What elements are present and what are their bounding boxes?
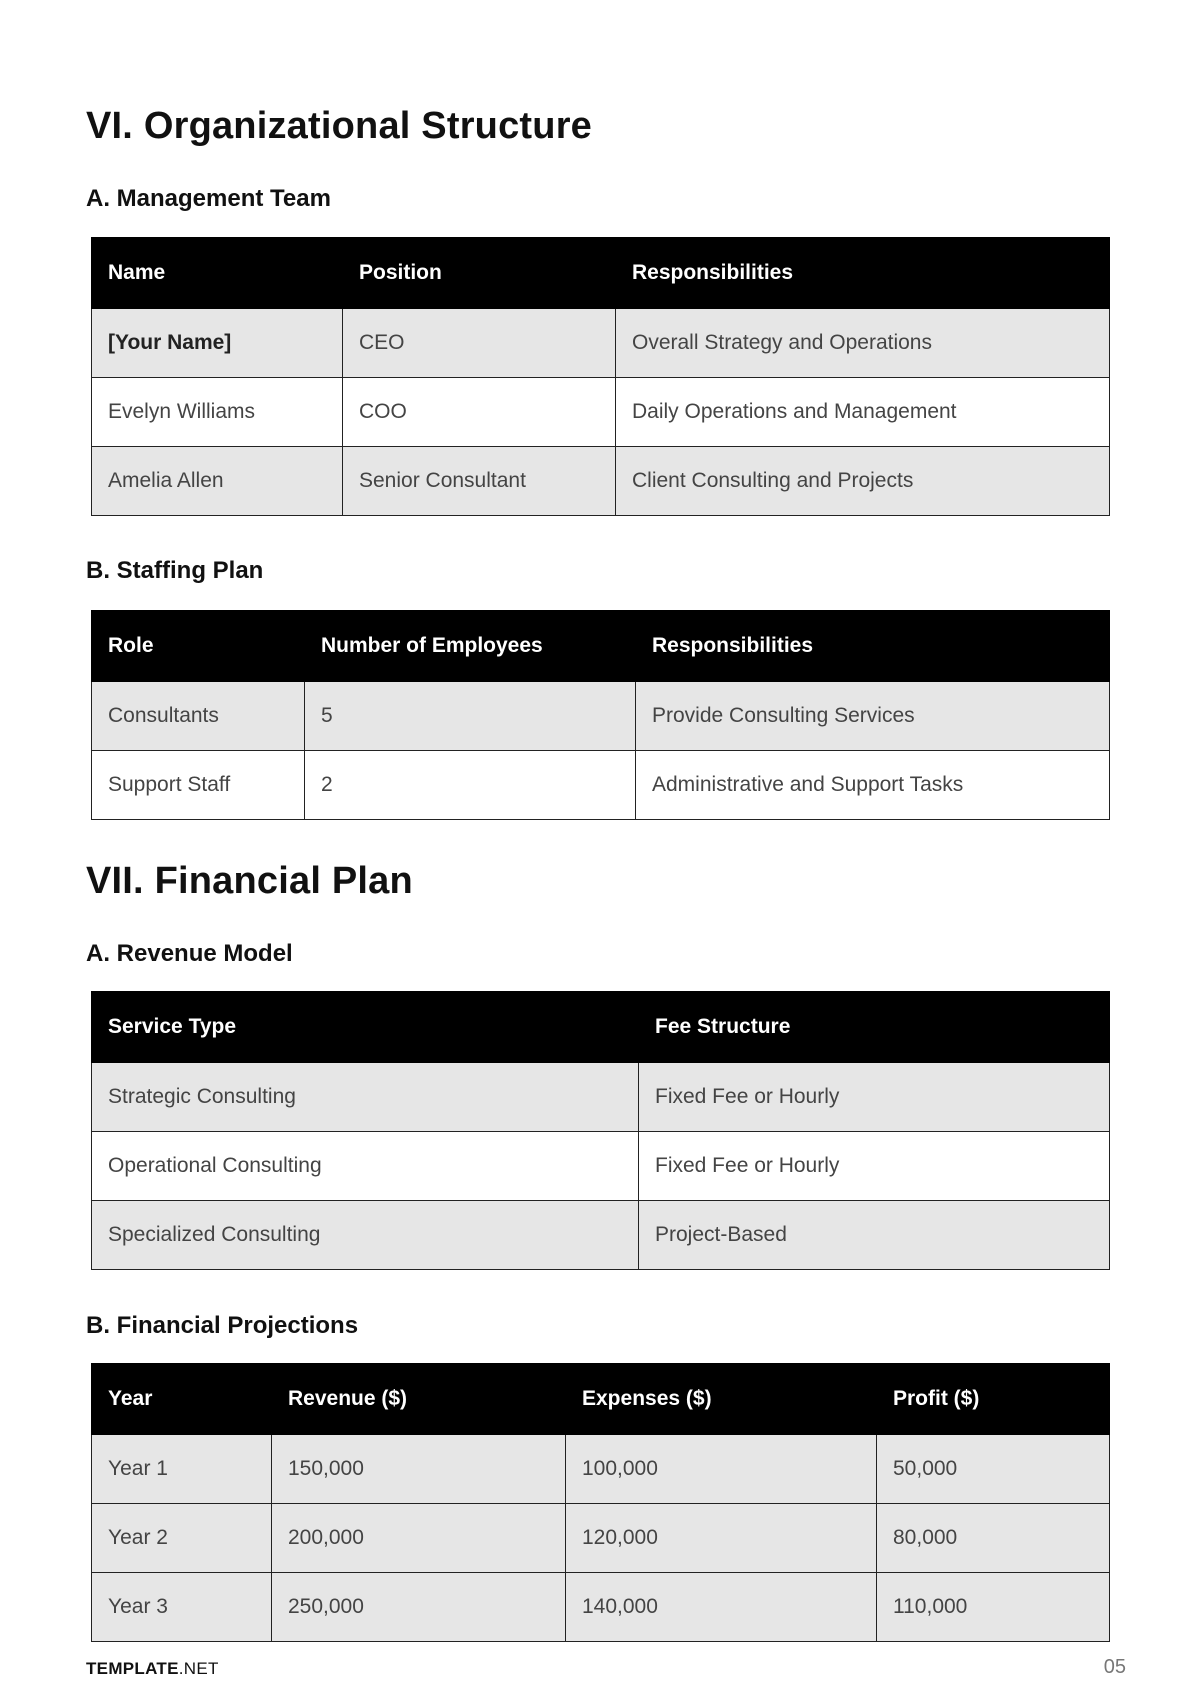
subheading-financial-projections: B. Financial Projections: [86, 1312, 359, 1339]
table-cell: COO: [343, 378, 616, 447]
brand-name-bold: TEMPLATE: [86, 1659, 179, 1678]
table-header-row: [92, 1364, 1110, 1435]
section-title-financial-plan: VII. Financial Plan: [86, 860, 413, 902]
table-cell: Consultants: [92, 682, 305, 751]
table-cell: CEO: [343, 309, 616, 378]
table-cell: Project-Based: [639, 1201, 1110, 1270]
brand-logo[interactable]: [86, 1659, 219, 1679]
table-row: [92, 1573, 1110, 1642]
table-header-row: [92, 238, 1110, 309]
table-cell: Administrative and Support Tasks: [636, 751, 1110, 820]
table-cell: 250,000: [272, 1573, 566, 1642]
table-cell: Fixed Fee or Hourly: [639, 1132, 1110, 1201]
management-team-table: [91, 237, 1110, 516]
table-cell: Senior Consultant: [343, 447, 616, 516]
table-cell: Evelyn Williams: [92, 378, 343, 447]
table-row: [92, 1063, 1110, 1132]
subheading-revenue-model: A. Revenue Model: [86, 940, 293, 967]
table-cell: Overall Strategy and Operations: [616, 309, 1110, 378]
table-header-row: [92, 992, 1110, 1063]
column-header-position: Position: [343, 238, 616, 309]
section-title-organizational-structure: VI. Organizational Structure: [86, 105, 593, 147]
column-header-name: Name: [92, 238, 343, 309]
column-header-revenue: Revenue ($): [272, 1364, 566, 1435]
table-row: [92, 1504, 1110, 1573]
table-row: [92, 1132, 1110, 1201]
column-header-year: Year: [92, 1364, 272, 1435]
table-cell: Year 3: [92, 1573, 272, 1642]
column-header-number-of-employees: Number of Employees: [305, 611, 636, 682]
column-header-expenses: Expenses ($): [566, 1364, 877, 1435]
page-number: 05: [1103, 1656, 1126, 1678]
column-header-role: Role: [92, 611, 305, 682]
table-cell: Client Consulting and Projects: [616, 447, 1110, 516]
table-row: [92, 751, 1110, 820]
brand-name-suffix: .NET: [178, 1659, 219, 1678]
table-header-row: [92, 611, 1110, 682]
table-cell: Provide Consulting Services: [636, 682, 1110, 751]
subheading-management-team: A. Management Team: [86, 185, 331, 212]
revenue-model-table: [91, 991, 1110, 1270]
table-row: [92, 1435, 1110, 1504]
subheading-staffing-plan: B. Staffing Plan: [86, 557, 264, 584]
table-cell: 140,000: [566, 1573, 877, 1642]
table-cell: 5: [305, 682, 636, 751]
table-row: [92, 682, 1110, 751]
table-cell: Daily Operations and Management: [616, 378, 1110, 447]
table-cell: 2: [305, 751, 636, 820]
table-cell: Year 1: [92, 1435, 272, 1504]
table-cell: 120,000: [566, 1504, 877, 1573]
table-cell: 200,000: [272, 1504, 566, 1573]
table-cell: Operational Consulting: [92, 1132, 639, 1201]
staffing-plan-table: [91, 610, 1110, 820]
column-header-profit: Profit ($): [877, 1364, 1110, 1435]
table-cell: Year 2: [92, 1504, 272, 1573]
table-cell: 110,000: [877, 1573, 1110, 1642]
table-row: [92, 1201, 1110, 1270]
column-header-responsibilities: Responsibilities: [616, 238, 1110, 309]
table-cell: 80,000: [877, 1504, 1110, 1573]
table-cell: 50,000: [877, 1435, 1110, 1504]
table-cell: 150,000: [272, 1435, 566, 1504]
table-cell: [Your Name]: [92, 309, 343, 378]
table-cell: Amelia Allen: [92, 447, 343, 516]
table-cell: Fixed Fee or Hourly: [639, 1063, 1110, 1132]
table-cell: Strategic Consulting: [92, 1063, 639, 1132]
table-row: [92, 378, 1110, 447]
column-header-responsibilities: Responsibilities: [636, 611, 1110, 682]
table-cell: Specialized Consulting: [92, 1201, 639, 1270]
table-row: [92, 447, 1110, 516]
financial-projections-table: [91, 1363, 1110, 1642]
table-cell: 100,000: [566, 1435, 877, 1504]
column-header-fee-structure: Fee Structure: [639, 992, 1110, 1063]
column-header-service-type: Service Type: [92, 992, 639, 1063]
table-row: [92, 309, 1110, 378]
table-cell: Support Staff: [92, 751, 305, 820]
